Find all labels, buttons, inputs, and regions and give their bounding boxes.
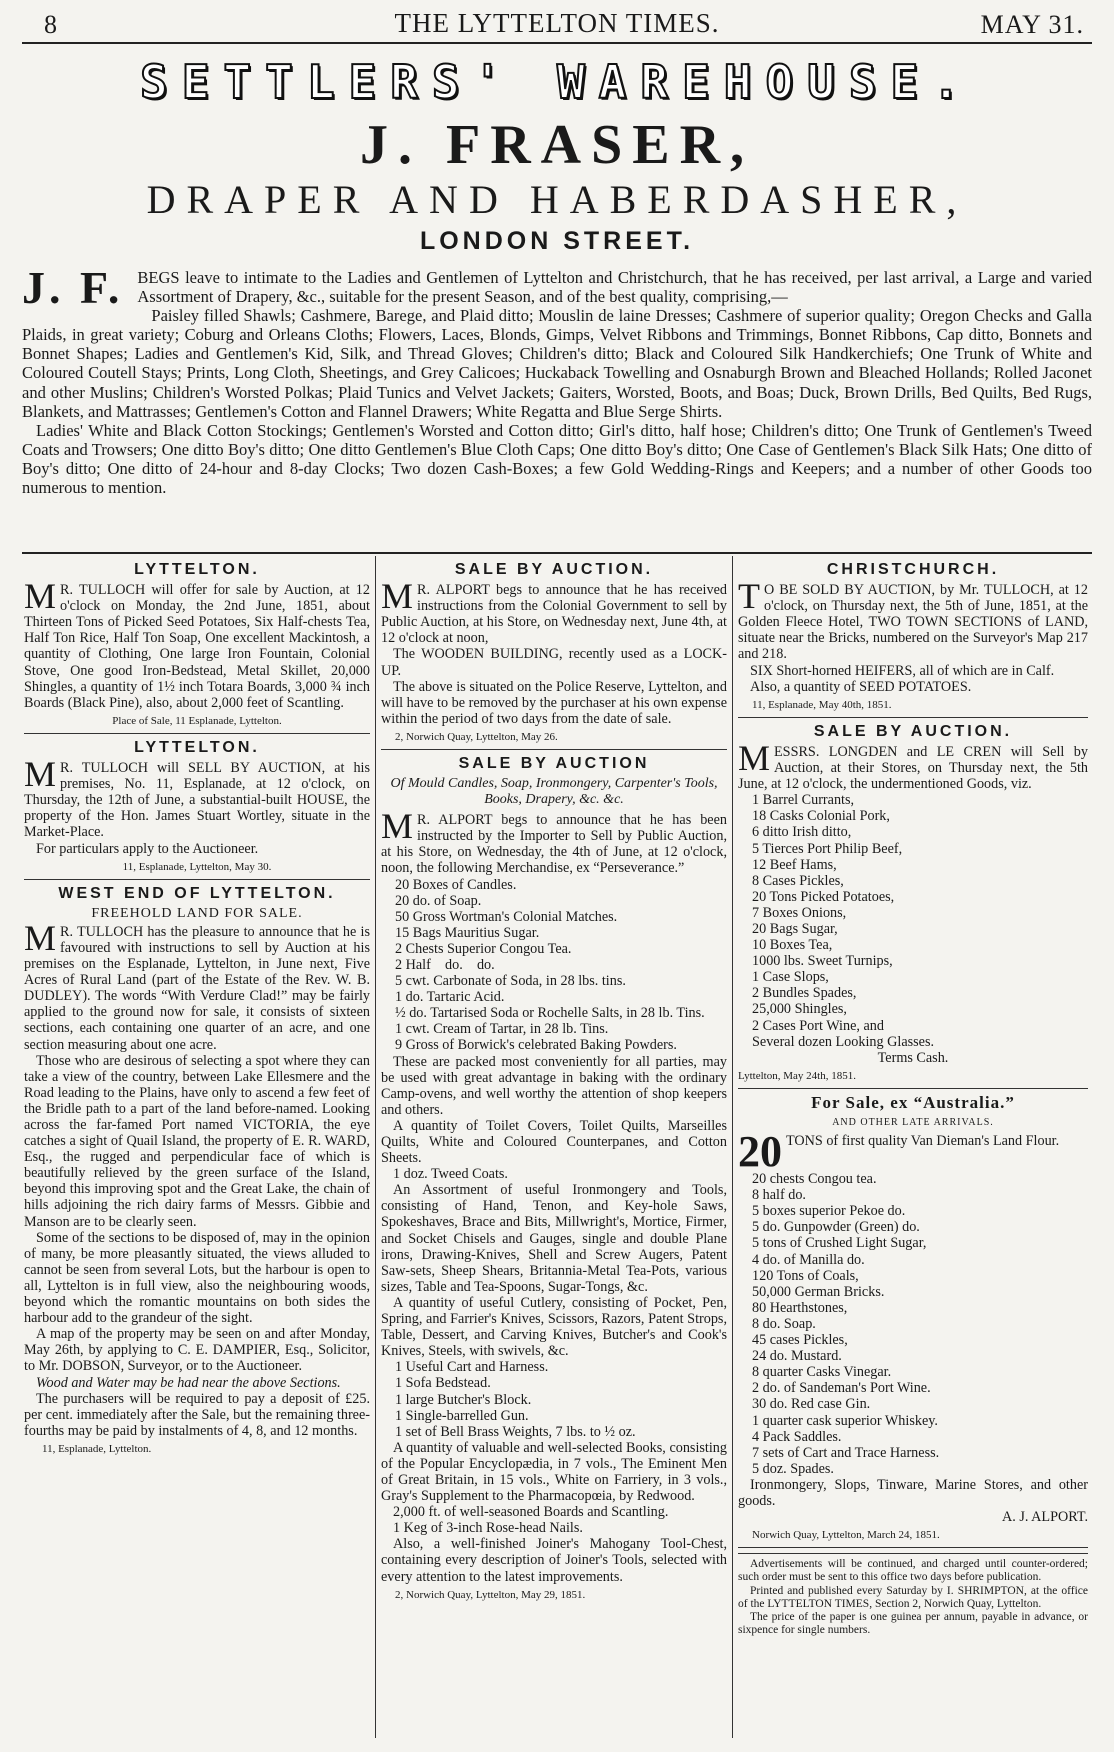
advert-christchurch [738,562,1088,718]
fraser-advert-body [22,262,1092,498]
advert-terms: Terms Cash. [877,1049,949,1066]
list-item: 5 do. Gunpowder (Green) do. [752,1219,920,1236]
advert-heading: SALE BY AUCTION [458,755,650,773]
advert-paragraph: A map of the property may be seen on and after Monday, May 26th, by applying to C. E. DAMPIER, Esq., Solicitor, to Mr. DOBSON, Surveyor, or to the Auctioneer. [24,1326,370,1375]
list-item: 30 do. Red case Gin. [752,1396,871,1413]
advert-text [381,806,727,877]
drop-number: 20 [738,1127,782,1177]
list-item: 9 Gross of Borwick's celebrated Baking Powders. [395,1037,677,1054]
advert-paragraph: SIX Short-horned HEIFERS, all of which are in Calf. [750,662,1055,679]
advert-paragraph: Also, a well-finished Joiner's Mahogany Tool-Chest, containing every description of Joiner's Tools, selected with every attention to the latest improvements. [381,1536,727,1585]
goods-list [738,792,1088,1050]
list-item: Several dozen Looking Glasses. [752,1033,935,1050]
fraser-advert-heading [22,56,1092,258]
advert-subheading: FREEHOLD LAND FOR SALE. [91,905,303,921]
advert-subheading: AND OTHER LATE ARRIVALS. [832,1117,994,1128]
advert-body: R. TULLOCH will offer for sale by Auction, at 12 o'clock on Monday, the 2nd June, 1851, about Thirteen Tons of Picked Seed Potatoes, Six Half-chests Tea, Half Ton Rice, Half Ton Soap, One excellent Mackintosh, a quantity of Clothing, One large Iron Fountain, Colonial Stove, One good Iron-Bedstead, Metal Skillet, 20,000 Shingles, a quantity of 1½ inch Totara Boards, 3,000 ¾ inch Boards (Black Pine), also, about 2,000 feet of Scantling. [24,582,370,711]
list-item: 1 Barrel Currants, [752,792,855,809]
list-item: 5 doz. Spades. [752,1460,834,1477]
list-item: 1 Sofa Bedstead. [395,1375,491,1392]
list-item: 50,000 German Bricks. [752,1283,885,1300]
drop-cap: M [24,576,57,617]
list-item: 6 ditto Irish ditto, [752,824,852,841]
merchant-street: LONDON STREET. [419,227,695,255]
list-item: 4 do. of Manilla do. [752,1251,865,1268]
advert-heading: LYTTELTON. [134,561,260,578]
advert-paragraph: Ironmongery, Slops, Tinware, Marine Stores, and other goods. [738,1476,1088,1509]
advert-heading: SALE BY AUCTION. [454,561,654,578]
advert-signature: Norwich Quay, Lyttelton, March 24, 1851. [752,1529,940,1542]
drop-cap: M [381,806,414,847]
list-item: 1 do. Tartaric Acid. [395,989,505,1006]
drop-cap: T [738,576,760,617]
list-item: 1 set of Bell Brass Weights, 7 lbs. to ½ oz. [395,1423,636,1440]
advert-signature: Place of Sale, 11 Esplanade, Lyttelton. [112,714,282,727]
list-item: 2 Chests Superior Congou Tea. [395,940,572,957]
advert-subheading: Of Mould Candles, Soap, Ironmongery, Carpenter's Tools, Books, Drapery, &c. &c. [390,776,718,808]
advert-paragraph: A quantity of useful Cutlery, consisting of Pocket, Pen, Spring, and Farrier's Knives, Scissors, Razors, Patent Strops, Table, Dessert, and Carving Knives, Butcher's and Cook's Knives, Steels, with swivels, &c. [381,1294,727,1360]
advert-body: ESSRS. LONGDEN and LE CREN will Sell by Auction, at their Stores, on Thursday next, the 5th June, at 12 o'clock, the undermentioned Goods, viz. [738,743,1088,793]
list-item: 20 Bags Sugar, [752,920,838,937]
list-item: 20 Tons Picked Potatoes, [752,888,895,905]
advert-text [381,576,727,647]
masthead [22,8,1092,44]
advert-body: R. ALPORT begs to announce that he has been instructed by the Importer to Sell by Public Auction, at his Store, on Wednesday, the 4th of June, at 12 o'clock, noon, the following Merchandise, ex “Perseverance.” [381,812,727,877]
advert-paragraph: The purchasers will be required to pay a deposit of £25. per cent. immediately after the Sale, but the remaining three-fourths may be paid by instalments of 4, 8, and 12 months. [24,1390,370,1439]
list-item: 7 sets of Cart and Trace Harness. [752,1444,940,1461]
list-item: 1 large Butcher's Block. [395,1391,532,1408]
advert-paragraph: Some of the sections to be disposed of, may in the opinion of many, be more pleasantly situated, the views alluded to cannot be seen from several Lots, but the harbour is open to all, Lyttelton is in full view, also the neighbouring woods, beyond which the romantic mountains on both sides the harbour add to the grandeur of the sight. [24,1229,370,1327]
advert-signature: 2, Norwich Quay, Lyttelton, May 29, 1851. [395,1588,586,1601]
advert-body: R. TULLOCH will SELL BY AUCTION, at his premises, No. 11, Esplanade, at 12 o'clock, on Thursday, the 12th of June, a substantial-built HOUSE, the property of the Hon. James Stuart Wortley, situate in the Market-Place. [24,760,370,841]
advert-signature: 11, Esplanade, Lyttelton, May 30. [122,860,272,873]
advert-paragraph: Also, a quantity of SEED POTATOES. [750,678,972,695]
advert-australia-goods [738,1092,1088,1548]
advert-body: O BE SOLD BY AUCTION, by Mr. TULLOCH, at 12 o'clock, on Thursday next, the 5th of June, 1851, at the Golden Fleece Hotel, TWO TOWN SECTIONS of LAND, situate near the Bricks, numbered on the Surveyor's Map 217 and 218. [738,582,1088,663]
drop-cap: M [24,754,57,795]
list-item: 4 Pack Saddles. [752,1428,842,1445]
list-item: 1000 lbs. Sweet Turnips, [752,953,893,970]
advert-sale-lockup [381,562,727,750]
list-item: 8 quarter Casks Vinegar. [752,1364,892,1381]
list-item: 10 Boxes Tea, [752,937,833,954]
list-item: 1 quarter cask superior Whiskey. [752,1412,938,1429]
advert-heading: LYTTELTON. [134,738,260,756]
advert-heading: For Sale, ex “Australia.” [811,1092,1015,1112]
advert-signature: 2, Norwich Quay, Lyttelton, May 26. [395,730,558,743]
column-divider [375,556,376,1738]
column-2 [381,556,727,1740]
advert-paragraph: 2,000 ft. of well-seasoned Boards and Scantling. [393,1504,669,1521]
list-item: 20 do. of Soap. [395,892,482,909]
merchant-name: J. FRASER, [359,114,755,176]
advert-paragraph: 1 Keg of 3-inch Rose-head Nails. [393,1520,583,1537]
advert-signature: 11, Esplanade, Lyttelton. [42,1442,152,1455]
advert-signature: 11, Esplanade, May 40th, 1851. [752,698,892,711]
intro-paragraph-2: Ladies' White and Black Cotton Stockings; Gentlemen's Worsted and Cotton ditto; Girl's ditto, half hose; Children's ditto; One Trunk of Gentlemen's Tweed Coats and Trowsers; One ditto Boy's ditto; One ditto Gentlemen's Blue Cloth Caps; One ditto Boy's ditto; One Case of Gentlemen's Black Silk Hats; One ditto of Boy's ditto; One ditto of 24-hour and 8-day Clocks; Two dozen Cash-Boxes; a few Gold Wedding-Rings and Keepers; and a number of other Goods too numerous to mention. [22,420,1092,498]
list-item: 1 Single-barrelled Gun. [395,1407,529,1424]
advert-paragraph: 1 doz. Tweed Coats. [393,1166,508,1183]
issue-date: MAY 31. [980,10,1084,39]
drop-cap: M [381,576,414,617]
list-item: 25,000 Shingles, [752,1001,847,1018]
advert-heading: CHRISTCHURCH. [826,561,1000,578]
publication-notice [738,1553,1088,1641]
page-number: 8 [44,10,57,39]
advert-body: R. TULLOCH has the pleasure to announce that he is favoured with instructions to sell by Auction at his premises on the Esplanade, Lyttelton, in June next, Five Acres of Rural Land (part of the Estate of the Rev. W. B. DUDLEY). The words “With Verdure Clad!” may be fairly applied to the ground now for sale, it consists of sixteen sections, each containing one quarter of an acre, and one section measuring about one acre. [24,923,370,1053]
notice-paragraph: Advertisements will be continued, and charged until counter-ordered; such order must be sent to this office two days before publication. [738,1558,1088,1584]
drop-cap: M [738,737,771,778]
list-item: 5 Tierces Port Philip Beef, [752,840,903,857]
advert-signature: Lyttelton, May 24th, 1851. [738,1069,856,1082]
advert-longden-sale [738,724,1088,1089]
list-item: 1 Useful Cart and Harness. [395,1359,549,1376]
advert-paragraph: Those who are desirous of selecting a spot where they can take a view of the country, between Lake Ellesmere and the Road leading to the Plains, have only to ascend a few feet of the Bridle path to a part of the land before-named. Looking across the far-famed Port named VICTORIA, the eye catches a sight of Quail Island, the property of E. R. WARD, Esq., the rugged and perpendicular face of which is beautifully relieved by the green surface of the Island, beyond this improving spot and the Great Lake, the chain of hills adjoining the rich dairy farms of Messrs. Gibbie and Manson are to be clearly seen. [24,1052,370,1230]
list-item: 80 Hearthstones, [752,1299,848,1316]
list-item: ½ do. Tartarised Soda or Rochelle Salts, in 28 lb. Tins. [395,1005,705,1022]
list-item: 45 cases Pickles, [752,1332,848,1349]
advert-text [24,576,370,711]
list-item: 2 Half do. do. [395,956,495,973]
advert-text [24,917,370,1053]
intro-lead [22,262,1092,313]
list-item: 20 Boxes of Candles. [395,876,517,893]
merchandise-list [381,877,727,1054]
advert-lyttelton-2 [24,740,370,880]
intro-paragraph-1: Paisley filled Shawls; Cashmere, Barege, and Plaid ditto; Mouslin de laine Dresses; Cashmere of superior quality; Oregon Checks and Galla Plaids, in great variety; Coburg and Orleans Cloths; Flowers, Laces, Blonds, Gimps, Velvet Ribbons and Trimmings, Bonnet Ribbons, Cap ditto, Bonnets and Bonnet Shapes; Ladies and Gentlemen's Kid, Silk, and Thread Gloves; Children's ditto; Black and Coloured Silk Handkerchiefs; One Trunk of White and Coloured Coutell Stays; Prints, Long Cloth, Sheetings, and Grey Calicoes; Huckaback Towelling and Osnaburgh Brown and Bleached Hollands; Rolled Jaconet and other Muslins; Children's Worsted Polkas; Plaid Tunics and Velvet Jackets; Gaiters, Worsted, Boots, and Boas; Duck, Brown Drills, Bed Quilts, Bed Rugs, Blankets, and Mattrasses; Gentlemen's Cotton and Flannel Drawers; White Regatta and Blue Serge Shirts. [22,306,1092,421]
list-item: 20 chests Congou tea. [752,1171,877,1188]
column-1 [24,556,370,1740]
column-3 [738,556,1088,1740]
advert-text [24,754,370,841]
notice-paragraph: Printed and published every Saturday by I. SHRIMPTON, at the office of the LYTTELTON TIMES, Section 2, Norwich Quay, Lyttelton. [738,1584,1088,1610]
drop-cap: M [24,917,57,958]
list-item: 2 Bundles Spades, [752,985,857,1002]
list-item: 1 Case Slops, [752,969,829,986]
goods-list [738,1171,1088,1477]
list-item: 50 Gross Wortman's Colonial Matches. [395,908,618,925]
advert-signer: A. J. ALPORT. [1002,1509,1088,1526]
list-item: 8 half do. [752,1187,806,1204]
list-item: 12 Beef Hams, [752,856,837,873]
advert-paragraph: These are packed most conveniently for all parties, may be used with great advantage in baking with the ordinary Camp-ovens, and well worthy the attention of shop keepers and others. [381,1053,727,1118]
list-item: 18 Casks Colonial Pork, [752,808,890,825]
initials: J. F. [22,262,124,313]
advert-paragraph: A quantity of Toilet Covers, Toilet Quilts, Marseilles Quilts, White and Coloured Counterpanes, and Cotton Sheets. [381,1117,727,1167]
notice-paragraph: The price of the paper is one guinea per annum, payable in advance, or sixpence for single numbers. [738,1611,1088,1637]
advert-paragraph: The WOODEN BUILDING, recently used as a LOCK-UP. [381,646,727,679]
newspaper-title: THE LYTTELTON TIMES. [394,8,720,38]
list-item: 24 do. Mustard. [752,1348,842,1365]
advert-text [738,576,1088,663]
advert-paragraph: For particulars apply to the Auctioneer. [36,840,259,857]
advert-paragraph: The above is situated on the Police Reserve, Lyttelton, and will have to be removed by the purchaser at his own expense within the period of two days from the date of sale. [381,678,727,727]
list-item: 7 Boxes Onions, [752,904,847,921]
advert-heading: SALE BY AUCTION. [813,722,1013,740]
warehouse-banner: SETTLERS' WAREHOUSE. [140,55,974,109]
advert-body: R. ALPORT begs to announce that he has received instructions from the Colonial Government to sell by Public Auction, at his Store, on Wednesday next, June 4th, at 12 o'clock at noon, [381,582,727,647]
list-item: 5 boxes superior Pekoe do. [752,1203,906,1220]
advert-west-end [24,886,370,1461]
list-item: 8 Cases Pickles, [752,872,844,889]
goods-list [381,1359,727,1439]
list-item: 5 cwt. Carbonate of Soda, in 28 lbs. tins. [395,973,626,990]
list-item: 1 cwt. Cream of Tartar, in 28 lb. Tins. [395,1021,609,1038]
merchant-trade: DRAPER AND HABERDASHER, [146,177,968,222]
section-rule [22,552,1092,554]
column-divider [732,556,733,1738]
advert-paragraph: A quantity of valuable and well-selected Books, consisting of the Popular Encyclopædia, in 7 vols., The Eminent Men of Great Britain, in 15 vols., White on Farriery, in 3 vols., Gray's Supplement to the Pharmacopœia, by Redwood. [381,1439,727,1505]
list-item: 120 Tons of Coals, [752,1267,859,1284]
list-item: 15 Bags Mauritius Sugar. [395,924,540,941]
advert-text [738,1127,1088,1177]
advert-paragraph: An Assortment of useful Ironmongery and Tools, consisting of Hand, Tenon, and Key-hole Saws, Spokeshaves, Brace and Bits, Millwright's, Mortice, Firmer, and Socket Chisels and Gauges, single and double Plane irons, Drawing-Knives, Shell and Screw Augers, Patent Saw-sets, Sheep Shears, Britannia-Metal Tea-Pots, various sizes, Table and Tea-Spoons, Sugar-Tongs, &c. [381,1182,727,1295]
list-item: 2 do. of Sandeman's Port Wine. [752,1380,931,1397]
list-item: 2 Cases Port Wine, and [752,1017,884,1034]
list-item: 5 tons of Crushed Light Sugar, [752,1235,927,1252]
advert-body: TONS of first quality Van Dieman's Land Flour. [786,1133,1060,1150]
advert-text [738,737,1088,793]
advert-sale-merchandise [381,756,727,1607]
list-item: 8 do. Soap. [752,1315,816,1332]
intro-lead-text: BEGS leave to intimate to the Ladies and Gentlemen of Lyttelton and Christchurch, that he has received, per last arrival, a Large and varied Assortment of Drapery, &c., suitable for the present Season, and of the best quality, comprising,— [137,268,1092,307]
advert-lyttelton-1 [24,562,370,734]
advert-paragraph: Wood and Water may be had near the above Sections. [36,1374,341,1391]
advert-heading: WEST END OF LYTTELTON. [58,884,336,902]
